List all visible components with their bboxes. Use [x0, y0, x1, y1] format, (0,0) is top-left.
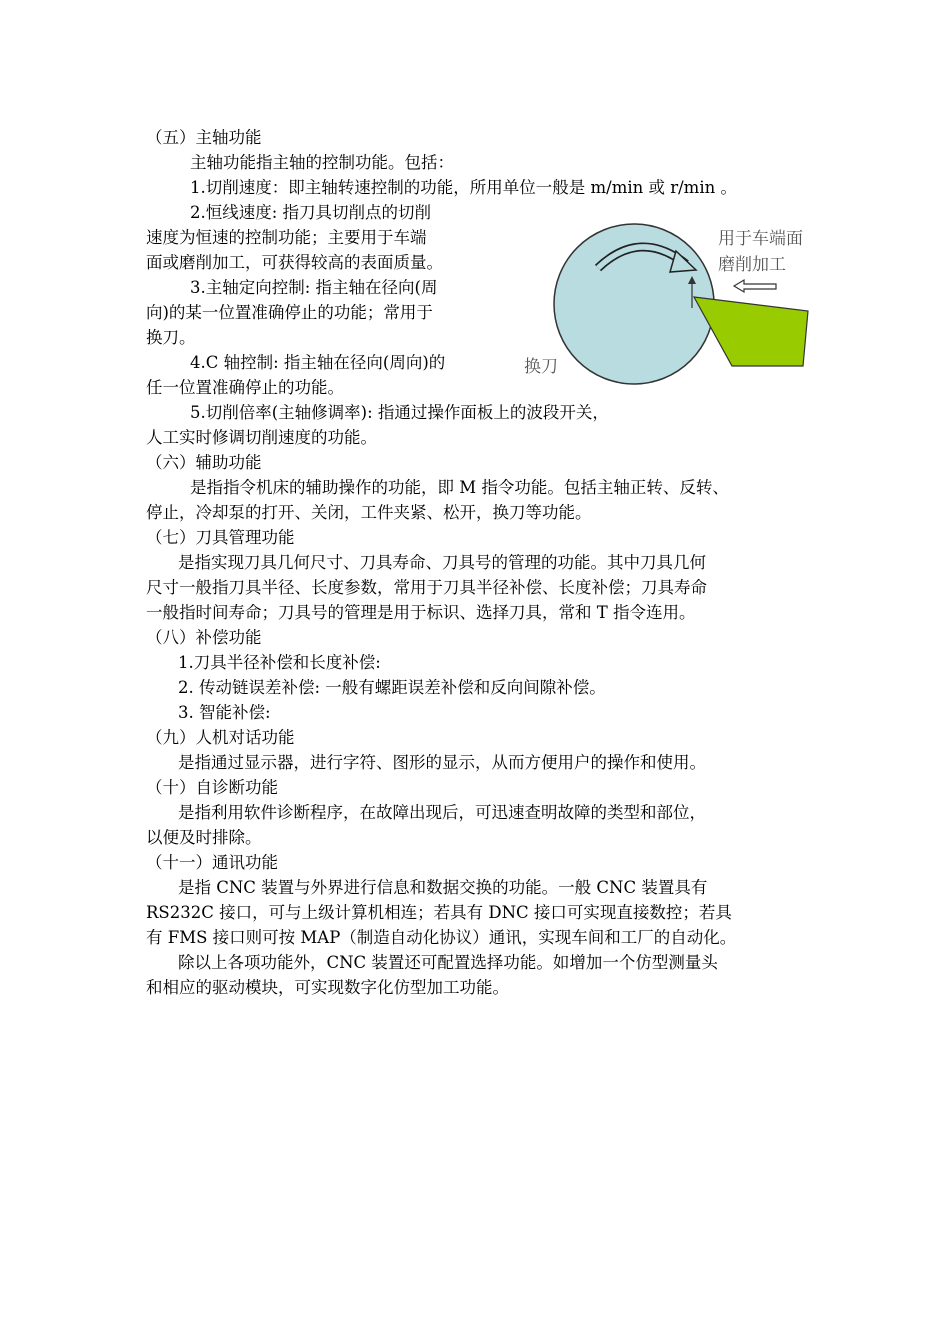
paragraph-line: 人工实时修调切削速度的功能。 — [146, 428, 377, 447]
paragraph-line: 2.恒线速度: 指刀具切削点的切削 — [190, 203, 432, 222]
paragraph-line: 1.刀具半径补偿和长度补偿: — [178, 653, 381, 672]
section-heading-self-diagnosis: （十）自诊断功能 — [146, 778, 278, 797]
paragraph-line: 以便及时排除。 — [146, 828, 262, 847]
figure-label-grinding: 磨削加工 — [718, 255, 786, 275]
paragraph-line: 向)的某一位置准确停止的功能；常用于 — [146, 303, 433, 322]
section-heading-hmi: （九）人机对话功能 — [146, 728, 295, 747]
paragraph-line: 4.C 轴控制: 指主轴在径向(周向)的 — [190, 353, 446, 372]
paragraph-line: 是指 CNC 装置与外界进行信息和数据交换的功能。一般 CNC 装置具有 — [178, 878, 708, 897]
paragraph-line: 换刀。 — [146, 328, 196, 347]
section-heading-spindle: （五）主轴功能 — [146, 128, 262, 147]
paragraph-line: 停止，冷却泵的打开、关闭，工件夹紧、松开，换刀等功能。 — [146, 503, 592, 522]
paragraph-line: 2. 传动链误差补偿: 一般有螺距误差补偿和反向间隙补偿。 — [178, 678, 606, 697]
paragraph-line: 3.主轴定向控制: 指主轴在径向(周 — [190, 278, 438, 297]
paragraph-line: 面或磨削加工，可获得较高的表面质量。 — [146, 253, 443, 272]
section-heading-auxiliary: （六）辅助功能 — [146, 453, 262, 472]
paragraph-line: 是指通过显示器，进行字符、图形的显示，从而方便用户的操作和使用。 — [178, 753, 706, 772]
section-heading-compensation: （八）补偿功能 — [146, 628, 262, 647]
section-heading-tool-management: （七）刀具管理功能 — [146, 528, 295, 547]
paragraph-line: RS232C 接口，可与上级计算机相连；若具有 DNC 接口可实现直接数控；若具 — [146, 903, 732, 922]
paragraph-line: 和相应的驱动模块，可实现数字化仿型加工功能。 — [146, 978, 509, 997]
spindle-figure — [510, 218, 830, 388]
paragraph-line: 任一位置准确停止的功能。 — [146, 378, 344, 397]
paragraph-line: 3. 智能补偿: — [178, 703, 271, 722]
paragraph-line: 是指实现刀具几何尺寸、刀具寿命、刀具号的管理的功能。其中刀具几何 — [178, 553, 706, 572]
paragraph-line: 一般指时间寿命；刀具号的管理是用于标识、选择刀具，常和 T 指令连用。 — [146, 603, 696, 622]
paragraph-line: 主轴功能指主轴的控制功能。包括： — [190, 153, 454, 172]
paragraph-line: 除以上各项功能外，CNC 装置还可配置选择功能。如增加一个仿型测量头 — [178, 953, 718, 972]
paragraph-line: 尺寸一般指刀具半径、长度参数，常用于刀具半径补偿、长度补偿；刀具寿命 — [146, 578, 707, 597]
paragraph-line: 5.切削倍率(主轴修调率): 指通过操作面板上的波段开关， — [190, 403, 609, 422]
paragraph-line: 有 FMS 接口则可按 MAP（制造自动化协议）通讯，实现车间和工厂的自动化。 — [146, 928, 737, 947]
cutting-tool — [694, 297, 808, 366]
paragraph-line: 是指利用软件诊断程序，在故障出现后，可迅速查明故障的类型和部位， — [178, 803, 706, 822]
section-heading-communication: （十一）通讯功能 — [146, 853, 278, 872]
paragraph-line: 速度为恒速的控制功能；主要用于车端 — [146, 228, 427, 247]
feed-arrow — [734, 280, 776, 292]
figure-label-facing: 用于车端面 — [718, 229, 803, 249]
figure-label-tool-change: 换刀 — [524, 357, 558, 377]
paragraph-line: 是指指令机床的辅助操作的功能，即 M 指令功能。包括主轴正转、反转、 — [190, 478, 729, 497]
paragraph-line: 1.切削速度：即主轴转速控制的功能，所用单位一般是 m/min 或 r/min 。 — [190, 178, 737, 197]
